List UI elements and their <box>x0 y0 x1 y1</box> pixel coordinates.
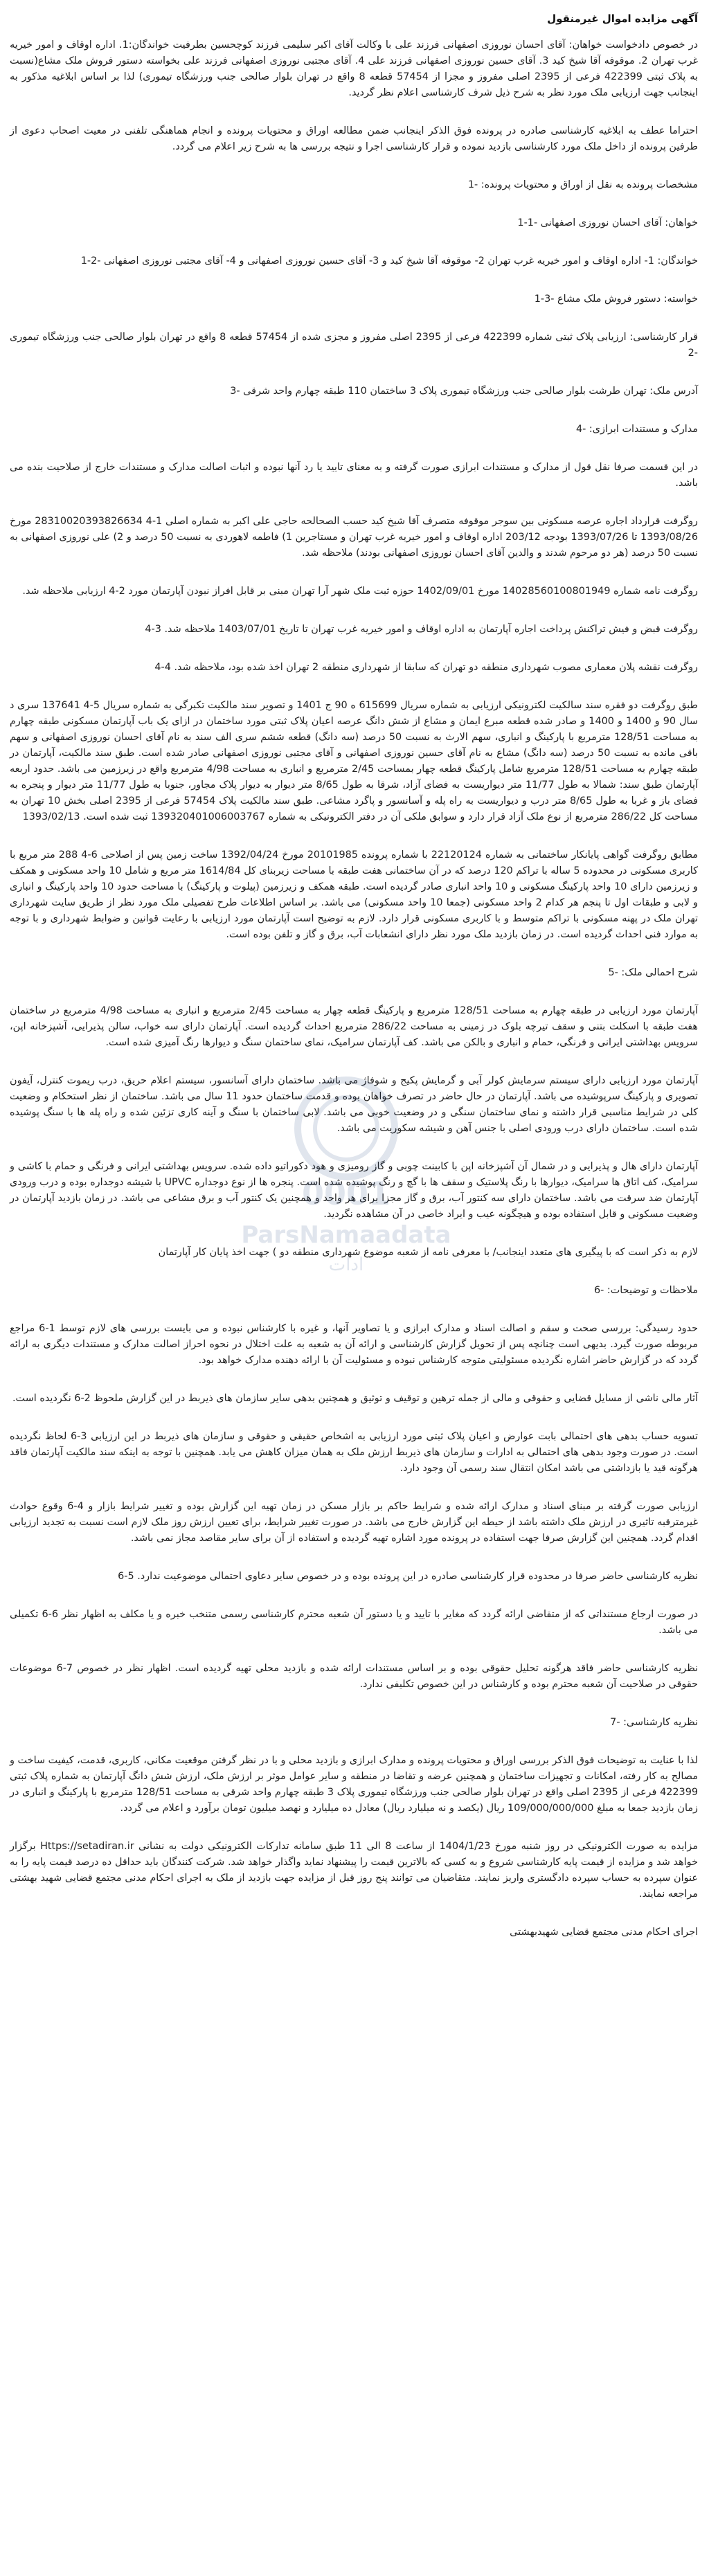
section-4-heading: مدارک و مستندات ابرازی: -4 <box>575 424 698 435</box>
section-4-1: روگرفت قرارداد اجاره عرصه مسکونی بین سوجر موقوفه متصرف آقا شیخ کید حسب الصحالحه حاجی علی اکبر به شماره اصلی 1-4 28310020393826634 مورخ 1393/08/26 تا 1393/07/26 بودجه 203/12 اداره اوقاف و امور خیریه غرب تهران و مستاجرین 1) فاطمه لاهوردی به نسبت 50 درصد و 2) علی نوروزی اصفهانی به نسبت 50 درصد (هر دو مرحوم شدند و والدین آقای احسان نوروزی اصفهانی بودند) ملاحظه شد. <box>10 516 698 559</box>
intro-paragraph-2: احتراما عطف به ابلاغیه کارشناسی صادره در پرونده فوق الذکر اینجانب ضمن مطالعه اوراق و محتویات پرونده و انجام هماهنگی تلفنی در معیت اصحاب دعوی از طرفین پرونده از داخل ملک مورد کارشناسی بازدید نموده و قرار کارشناسی اجرا و نتیجه بررسی ها به شرح زیر اعلام می گردد. <box>10 125 698 152</box>
section-1-heading: مشخصات پرونده به نقل از اوراق و محتویات پرونده: -1 <box>467 179 698 190</box>
section-1-3: خواسته: دستور فروش ملک مشاع -3-1 <box>534 294 698 305</box>
section-6-3: تسویه حساب بدهی های احتمالی بابت عوارض و اعیان پلاک ثبتی مورد ارزیابی به اشخاص حقیقی و حقوقی و سازمان های ذیربط در این ارزیابی 3-6 لحاظ نگردیده است. در صورت وجود بدهی های احتمالی به ادارات و سازمان های ذیربط ارزش ملک به همان میزان کاهش می یابد. همچنین با توجه به اینکه سند مالکیت آپارتمان فاقد هرگونه قید یا بازداشتی می باشد امکان انتقال سند رسمی آن وجود دارد. <box>10 1431 698 1474</box>
section-4-6: مطابق روگرفت گواهی پایانکار ساختمانی به شماره 22120124 با شماره پرونده 20101985 مورخ 1392/04/24 ساخت زمین پس از اصلاحی 6-4 288 متر مربع با کاربری مسکونی در محدوده 5 ساله با تراکم 120 درصد که در آن ساختمانی هفت طبقه با مساحت زیربنای کل 1614/84 متر مربع و شامل 10 واحد مسکونی و همکف و زیرزمین دارای 10 واحد پارکینگ مسکونی و 10 واحد انباری صادر گردیده است. طبقه همکف و زیرزمین (پیلوت و پارکینگ) با مساحت حدود 10 واحد پارکینگ و انباری و لابی و طبقات اول تا پنجم هر کدام 2 واحد مسکونی (جمعا 10 واحد مسکونی) می باشد. بر اساس اطلاعات طرح تفصیلی ملک مورد نظر از طریق سایت شهرداری تهران ملک در پهنه مسکونی با تراکم متوسط و با کاربری مسکونی قرار دارد. لازم به توضیح است آپارتمان مورد ارزیابی با رعایت قوانین و ضوابط شهرداری و با توجه به موارد فنی احداث گردیده است. در زمان بازدید ملک مورد نظر دارای انشعابات آب، برق و گاز و تلفن بوده است. <box>10 849 699 940</box>
section-6-4: ارزیابی صورت گرفته بر مبنای اسناد و مدارک ارائه شده و شرایط حاکم بر بازار مسکن در زمان تهیه این گزارش بوده و تغییر شرایط بازار و 4-6 وقوع حوادث غیرمترقبه تاثیری در ارزش ملک داشته باشد از حیطه این گزارش خارج می باشد. در صورت تغییر شرایط، برای تعیین ارزش روز ملک لازم است نسبت به تجدید ارزیابی اقدام گردد. همچنین این گزارش صرفا جهت استفاده در پرونده مورد اشاره تهیه گردیده و استفاده از آن برای سایر مقاصد مجاز نمی باشد. <box>10 1501 698 1544</box>
footer-signature: اجرای احکام مدنی مجتمع قضایی شهیدبهشتی <box>510 1927 698 1938</box>
watermark-sub: ادات <box>328 1254 364 1275</box>
section-5-body-3: آپارتمان دارای هال و پذیرایی و در شمال آن آشپزخانه اپن با کابینت چوبی و گاز رومیزی و هود دکوراتیو داده شده. سرویس بهداشتی ایرانی و فرنگی و حمام با کاشی و سرامیک، کف اتاق ها سرامیک، دیوارها با رنگ پلاستیک و سقف ها با گچ و رنگ پوشیده شده است. پنجره ها از نوع دوجداره UPVC با شیشه دوجداره بوده و درب ورودی آپارتمان ضد سرقت می باشد. ساختمان دارای سه کنتور آب، برق و گاز مجزا برای هر واحد و همچنین یک کنتور آب و برق مشاعی می باشد. در زمان بازدید آپارتمان در وضعیت مسکونی و قابل استفاده بوده و هیچگونه عیب و ایراد خاصی در آن مشاهده نگردید. <box>10 1161 698 1220</box>
section-4-intro: در این قسمت صرفا نقل قول از مدارک و مستندات ابرازی صورت گرفته و به معنای تایید یا رد آنها نبوده و اثبات اصالت مدارک و مستندات خارج از صلاحیت بنده می باشد. <box>10 462 698 489</box>
section-1-2: خواندگان: 1- اداره اوقاف و امور خیریه غرب تهران 2- موقوفه آقا شیخ کید و 3- آقای حسین نوروزی اصفهانی و 4- آقای مجتبی نوروزی اصفهانی -2-1 <box>80 255 698 267</box>
section-2-order: قرار کارشناسی: ارزیابی پلاک ثبتی شماره 422399 فرعی از 2395 اصلی مفروز و مجزی شده از 57454 قطعه 8 واقع در تهران بلوار صالحی جنب ورزشگاه تیموری -2 <box>10 332 699 359</box>
auction-paragraph: مزایده به صورت الکترونیکی در روز شنبه مورخ 1404/1/23 از ساعت 8 الی 11 طبق سامانه تدارکات الکترونیکی دولت به نشانی Https://setadiran.ir برگزار خواهد شد و مزایده از قیمت پایه کارشناسی شروع و به کسی که بالاترین قیمت را پیشنهاد نماید واگذار خواهد شد. شرکت کنندگان باید حداقل ده درصد قیمت پایه را به عنوان سپرده به حساب سپرده دادگستری واریز نمایند. متقاضیان می توانند پنج روز قبل از مزایده جهت بازدید از ملک به اجرای احکام مدنی مجتمع قضایی شهید بهشتی مراجعه نمایند. <box>10 1841 698 1900</box>
section-6-2: آثار مالی ناشی از مسایل قضایی و حقوقی و مالی از جمله ترهین و توقیف و توثیق و همچنین بدهی سایر سازمان های ذیربط در این گزارش ملحوظ 2-6 نگردیده است. <box>12 1393 698 1404</box>
section-6-6: در صورت ارجاع مستنداتی که از متقاضی ارائه گردد که مغایر با تایید و یا دستور آن شعبه محترم کارشناسی رسمی متنخب خبره و یا مکلف به اظهار نظر 6-6 تکمیلی می باشد. <box>10 1609 698 1636</box>
section-4-4: روگرفت نقشه پلان معماری مصوب شهرداری منطقه دو تهران که سابقا از شهرداری منطقه 2 تهران اخذ شده بود، ملاحظه شد. 4-4 <box>154 662 698 673</box>
section-5-body-2: آپارتمان مورد ارزیابی دارای سیستم سرمایش کولر آبی و گرمایش پکیج و شوفاژ می باشد. ساختمان دارای آسانسور، سیستم اعلام حریق، درب ریموت کنترل، آیفون تصویری و پارکینگ سرپوشیده می باشد. آپارتمان در حال حاضر در تصرف خواهان بوده و قدمت ساختمان حدود 11 سال می باشد. ساختمان از نظر استحکام و وضعیت کلی در شرایط مناسبی قرار داشته و نمای ساختمان سنگی و در وضعیت خوبی می باشد. لابی ساختمان با سنگ و آینه کاری تزئین شده و راه پله ها با سنگ پوشیده شده است. ساختمان دارای درب ورودی اصلی با جنس آهن و شیشه سکوریت می باشد. <box>10 1075 699 1134</box>
section-6-7: نظریه کارشناسی حاضر فاقد هرگونه تحلیل حقوقی بوده و بر اساس مستندات ارائه شده و بازدید محلی تهیه گردیده است. اظهار نظر در خصوص 7-6 موضوعات حقوقی در صلاحیت آن شعبه محترم بوده و کارشناس در این خصوص تکلیفی ندارد. <box>10 1663 699 1690</box>
section-3-address: آدرس ملک: تهران طرشت بلوار صالحی جنب ورزشگاه تیموری پلاک 3 ساختمان 110 طبقه چهارم واحد شرقی -3 <box>230 386 698 397</box>
section-6-1: حدود رسیدگی: بررسی صحت و سقم و اصالت اسناد و مدارک ابرازی و یا تصاویر آنها، و غیره با کارشناس نبوده و می بایست بررسی های لازم توسط 1-6 مراجع مربوطه صورت گیرد. بدیهی است چنانچه پس از تحویل گزارش کارشناسی و ارائه آن به شعبه به علت اختلال در نحوه احراز اصالت مدارک و مستندات دیگری به ارائه گردد که در گزارش حاضر اشاره نگردیده مسئولیتی متوجه کارشناس نبوده و مسئولیت آن با ارائه دهنده مدارک خواهد بود. <box>10 1323 698 1366</box>
page-title: آگهی مزایده اموال غیرمنقول <box>547 12 698 25</box>
section-4-2: روگرفت نامه شماره 14028560100801949 مورخ 1402/09/01 حوزه ثبت ملک شهر آرا تهران مبنی بر قابل افراز نبودن آپارتمان مورد 2-4 ارزیابی ملاحظه شد. <box>22 586 698 597</box>
section-7-heading: نظریه کارشناسی: -7 <box>610 1717 698 1728</box>
watermark-numbers: 0001 <box>301 1175 391 1212</box>
section-5-body: آپارتمان مورد ارزیابی در طبقه چهارم به مساحت 128/51 مترمربع و پارکینگ قطعه چهار به مساحت 2/45 مترمربع و انباری به مساحت 4/98 مترمربع در ساختمان هفت طبقه با اسکلت بتنی و سقف تیرچه بلوک در زمینی به مساحت 286/22 مترمربع احداث گردیده است. آپارتمان دارای سه خواب، سالن پذیرایی، آشپزخانه اپن، سرویس بهداشتی ایرانی و فرنگی، حمام و انباری و بالکن می باشد. کف آپارتمان سرامیک، نمای ساختمان سنگ و دیوارها رنگ آمیزی شده است. <box>10 1005 698 1048</box>
intro-paragraph: در خصوص دادخواست خواهان: آقای احسان نوروزی اصفهانی فرزند علی با وکالت آقای اکبر سلیمی فرزند کوچحسین بطرفیت خواندگان:1. اداره اوقاف و امور خیریه غرب تهران 2. موقوفه آقا شیخ کید 3. آقای حسین نوروزی اصفهانی فرزند علی 4. آقای مجتبی نوروزی اصفهانی فرزند علی بخواسته دستور فروش ملک مشاع(نسبت به پلاک ثبتی 422399 فرعی از 2395 اصلی مفروز و مجزا از 57454 قطعه 8 واقع در تهران بلوار صالحی جنب ورزشگاه تیموری) لذا بر اساس ابلاغیه مذکور به اینجانب جهت ارزیابی ملک مورد نظر به شرح ذیل شرف کارشناسی اعلام نظر گردید. <box>10 39 698 98</box>
section-1-1: خواهان: آقای احسان نوروزی اصفهانی -1-1 <box>517 217 698 228</box>
section-7-body: لذا با عنایت به توضیحات فوق الذکر بررسی اوراق و محتویات پرونده و مدارک ابرازی و بازدید محلی و با در نظر گرفتن موقعیت مکانی، کاربری، قدمت، کیفیت ساخت و مصالح به کار رفته، امکانات و تجهیزات ساختمان و همچنین عرضه و تقاضا در منطقه و سایر عوامل موثر بر ارزش ملک، ارزش شش دانگ آپارتمان به شماره پلاک ثبتی 422399 فرعی از 2395 اصلی واقع در تهران بلوار صالحی جنب ورزشگاه تیموری پلاک 3 طبقه چهارم واحد شرقی به مساحت 128/51 مترمربع با پارکینگ و انباری در زمان بازدید جمعا به مبلغ 109/000/000/000 ریال (یکصد و نه میلیارد ریال) معادل ده میلیارد و نهصد میلیون تومان برآورد و اعلام می گردد. <box>10 1755 699 1814</box>
section-6-heading: ملاحظات و توضیحات: -6 <box>593 1285 698 1296</box>
section-6-5: نظریه کارشناسی حاضر صرفا در محدوده قرار کارشناسی صادره در این پرونده بوده و در خصوص سایر دعاوی احتمالی موضوعیت ندارد. 5-6 <box>118 1571 698 1582</box>
section-4-3: روگرفت قبض و فیش تراکنش پرداخت اجاره آپارتمان به اداره اوقاف و امور خیریه غرب تهران تا تاریخ 1403/07/01 ملاحظه شد. 3-4 <box>145 624 698 635</box>
watermark-brand: ParsNamaadata <box>241 1221 451 1249</box>
section-4-5: طبق روگرفت دو فقره سند سالکیت لکترونیکی ارزیابی به شماره سریال 615699 ه 90 ج 1401 و تصویر سند مالکیت تکبرگی به شماره سریال 5-4 137641 سری د سال 90 و 1400 و 1400 و صادر شده قطعه مبرع ایمان و مشاع از شش دانگ عرصه اعیان پلاک ثبتی مورد ساختمان در ازای یک باب آپارتمان مسکونی طبقه چهارم به مساحت 128/51 مترمربع با پارکینگ و انباری، سهم الارث به نسبت 50 درصد (سه دانگ) قطعه ششم سری الف سند به نام آقای احسان نوروزی اصفهانی و سهم باقی مانده به نسبت 50 درصد (سه دانگ) مشاع به نام آقای حسین نوروزی اصفهانی و آقای مجتبی نوروزی اصفهانی صادر شده است. طبق سند مالکیت، آپارتمان در طبقه چهارم به مساحت 128/51 مترمربع شامل پارکینگ قطعه چهار بمساحت 2/45 مترمربع و انباری به مساحت 4/98 مترمربع واقع در زیرزمین می باشد. حدود اربعه آپارتمان طبق سند: شمالا به طول 11/77 متر دیواریست به فضای آزاد، شرقا به طول 8/65 متر دیوار به دیوار پلاک مجاور، جنوبا به طول 11/77 متر دیوار و پنجره به فضای باز و غربا به طول 8/65 متر درب و دیواریست به راه پله و آسانسور و پاگرد مشاعی. طبق سند مالکیت پلاک 57454 فرعی از 2395 اصلی بخش 10 تهران به مساحت کل 286/22 مترمربع از نوع ملک آزاد قرار دارد و سوابق ملکی آن در دفتر الکترونیکی به شماره 139320401006003767 ثبت شده است. 1393/02/13 <box>10 700 699 822</box>
section-5-heading: شرح احمالی ملک: -5 <box>608 967 698 978</box>
section-5-note: لازم به ذکر است که با پیگیری های متعدد اینجانب/ با معرفی نامه از شعبه موضوع شهرداری منطقه دو ) جهت اخذ پایان کار آپارتمان <box>158 1247 698 1258</box>
